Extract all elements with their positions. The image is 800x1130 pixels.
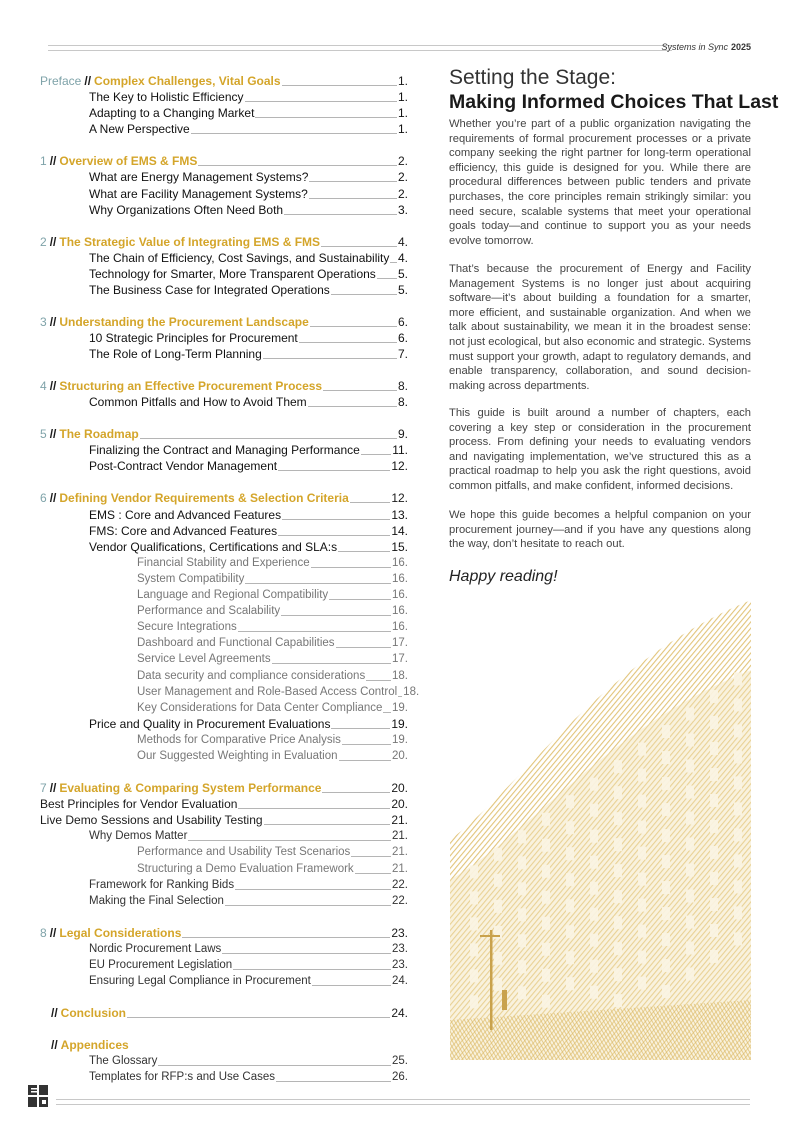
toc-leader xyxy=(235,889,391,890)
toc-entry[interactable] xyxy=(137,618,408,634)
toc-entry-title: Performance and Scalability xyxy=(137,605,281,618)
toc-entry-title: Why Organizations Often Need Both xyxy=(89,202,284,217)
toc-entry[interactable] xyxy=(89,522,408,538)
toc-page-number: 26. xyxy=(392,1071,408,1084)
toc-chapter-entry[interactable] xyxy=(40,924,408,940)
toc-entry-title: Finalizing the Contract and Managing Performance xyxy=(89,443,360,458)
toc-chapter-entry[interactable] xyxy=(40,72,408,88)
toc-entry[interactable] xyxy=(137,683,420,699)
toc-page-number: 8. xyxy=(397,379,408,394)
toc-page-number: 16. xyxy=(392,605,408,618)
toc-separator: // xyxy=(49,925,57,940)
toc-entry-title: Our Suggested Weighting in Evaluation xyxy=(137,750,338,762)
toc-entry[interactable] xyxy=(137,650,408,666)
toc-leader xyxy=(355,873,391,874)
toc-entry[interactable] xyxy=(89,940,408,956)
toc-page-number: 24. xyxy=(391,1006,408,1020)
toc-entry[interactable] xyxy=(137,843,408,859)
toc-page-number: 5. xyxy=(397,282,408,297)
toc-leader xyxy=(366,680,391,681)
intro-paragraph: We hope this guide becomes a helpful companion on your procurement journey—and if you have any questions along the way, don’t hesitate to reach out. xyxy=(449,509,751,551)
intro-paragraph: Whether you’re part of a public organization navigating the requirements of formal procurement processes or a private company seeking the right partner for long-term operational efficiency, this guide is designed for you. While there are procedural differences between public tenders and private purchases, the core principles remain strikingly similar: you need secure, scalable systems that meet your operational goals today—and continue to support you as your needs evolve tomorrow. xyxy=(449,118,751,247)
toc-page-number: 4. xyxy=(397,250,408,265)
intro-heading-light: Setting the Stage: xyxy=(449,66,616,89)
toc-entry-title: What are Facility Management Systems? xyxy=(89,186,308,201)
toc-entry[interactable] xyxy=(89,892,408,908)
footer-rule xyxy=(56,1099,750,1105)
toc-chapter-number: 1 xyxy=(40,154,47,169)
toc-entry[interactable] xyxy=(89,538,408,554)
toc-entry[interactable] xyxy=(89,876,408,892)
toc-leader xyxy=(282,85,397,86)
toc-entry-title: Ensuring Legal Compliance in Procurement xyxy=(89,975,311,987)
toc-leader xyxy=(311,567,391,568)
toc-page-number: 21. xyxy=(391,813,408,828)
toc-leader xyxy=(225,905,391,906)
toc-entry[interactable] xyxy=(89,345,408,361)
eg-logo xyxy=(28,1085,48,1109)
toc-leader xyxy=(383,712,391,713)
toc-entry-title: What are Energy Management Systems? xyxy=(89,170,309,185)
toc-page-number: 16. xyxy=(392,556,408,569)
toc-entry-title: FMS: Core and Advanced Features xyxy=(89,523,278,538)
toc-leader xyxy=(255,117,397,118)
toc-leader xyxy=(140,438,397,439)
toc-entry-title: Why Demos Matter xyxy=(89,830,188,843)
toc-separator: // xyxy=(51,1006,58,1020)
toc-entry[interactable] xyxy=(89,457,408,473)
toc-entry[interactable] xyxy=(89,201,408,217)
toc-entry[interactable] xyxy=(137,699,408,715)
toc-entry[interactable] xyxy=(137,602,408,618)
toc-page-number: 17. xyxy=(392,637,408,650)
toc-entry-title: The Chain of Efficiency, Cost Savings, and Sustainability xyxy=(89,250,390,265)
toc-leader xyxy=(350,502,391,503)
toc-page-number: 19. xyxy=(392,701,408,714)
toc-entry[interactable] xyxy=(89,715,408,731)
toc-leader xyxy=(390,262,397,263)
toc-chapter-entry[interactable] xyxy=(40,233,408,249)
toc-chapter-title: Legal Considerations xyxy=(59,925,182,940)
toc-entry-title: Nordic Procurement Laws xyxy=(89,942,222,955)
toc-entry-title: Secure Integrations xyxy=(137,621,237,634)
toc-page-number: 12. xyxy=(391,459,408,474)
toc-page-number: 22. xyxy=(392,894,408,907)
toc-entry-title: Dashboard and Functional Capabilities xyxy=(137,637,335,650)
toc-separator: // xyxy=(49,491,57,506)
toc-leader xyxy=(398,696,402,697)
toc-separator: // xyxy=(49,781,57,795)
toc-page-number: 1. xyxy=(397,74,408,88)
toc-chapter-number: 2 xyxy=(40,234,47,249)
toc-entry[interactable] xyxy=(137,554,408,570)
toc-chapter-title: Defining Vendor Requirements & Selection Criteria xyxy=(59,491,349,506)
toc-leader xyxy=(263,358,397,359)
toc-chapter-entry[interactable] xyxy=(40,377,408,393)
toc-page-number: 2. xyxy=(397,170,408,185)
toc-page-number: 7. xyxy=(397,347,408,362)
toc-entry-title: The Glossary xyxy=(89,1055,158,1068)
toc-entry-title: Technology for Smarter, More Transparent Operations xyxy=(89,266,376,281)
toc-entry-title: EU Procurement Legislation xyxy=(89,958,233,971)
toc-page-number: 23. xyxy=(391,925,408,940)
toc-leader xyxy=(351,856,391,857)
intro-heading-bold: Making Informed Choices That Last xyxy=(449,91,779,113)
toc-leader xyxy=(329,599,391,600)
header-title: Systems in Sync xyxy=(661,42,728,52)
toc-leader xyxy=(323,390,397,391)
toc-chapter-entry[interactable] xyxy=(48,1004,408,1020)
toc-leader xyxy=(191,133,397,134)
toc-page-number: 15. xyxy=(391,539,408,554)
toc-entry-title: Templates for RFP:s and Use Cases xyxy=(89,1071,275,1084)
toc-leader xyxy=(182,937,390,938)
toc-entry-title: Structuring a Demo Evaluation Framework xyxy=(137,862,354,875)
toc-entry[interactable] xyxy=(89,393,408,409)
intro-paragraph: That’s because the procurement of Energy and Facility Management Systems is no longer just about acquiring software—it’s about building a foundation for a smarter, more efficient, and sustainable organization. And when we talk about sustainability, we mean it in the broadest sense: not just ecological, but also economic and strategic. Systems must support your growth, adapt to regulatory demands, and enable transparency, collaboration, and sound decision-making across departments. xyxy=(449,263,751,392)
toc-leader xyxy=(198,165,397,166)
toc-entry-title: Methods for Comparative Price Analysis xyxy=(137,733,341,746)
toc-leader xyxy=(276,1081,391,1082)
toc-page-number: 3. xyxy=(397,202,408,217)
toc-entry[interactable] xyxy=(137,860,408,876)
toc-entry-title: Price and Quality in Procurement Evaluations xyxy=(89,716,331,731)
toc-separator: // xyxy=(49,427,57,442)
toc-entry[interactable] xyxy=(89,827,408,843)
toc-entry[interactable] xyxy=(137,634,408,650)
toc-leader xyxy=(377,278,397,279)
toc-leader xyxy=(264,824,391,825)
toc-entry-title: System Compatibility xyxy=(137,572,245,585)
toc-page-number: 21. xyxy=(392,862,408,875)
toc-page-number: 9. xyxy=(397,427,408,442)
toc-chapter-title: Appendices xyxy=(60,1038,129,1052)
toc-page-number: 5. xyxy=(397,266,408,281)
toc-page-number: 22. xyxy=(392,878,408,891)
toc-entry[interactable] xyxy=(137,667,408,683)
toc-chapter-entry[interactable] xyxy=(40,313,408,329)
toc-leader xyxy=(222,953,391,954)
toc-chapter-entry[interactable] xyxy=(40,779,408,795)
toc-chapter-title: Structuring an Effective Procurement Process xyxy=(59,379,323,394)
toc-leader xyxy=(284,214,397,215)
toc-page-number: 20. xyxy=(391,797,408,812)
toc-leader xyxy=(188,840,391,841)
toc-entry[interactable] xyxy=(89,506,408,522)
toc-leader xyxy=(281,615,391,616)
toc-page-number: 2. xyxy=(397,186,408,201)
toc-entry-title: Live Demo Sessions and Usability Testing xyxy=(40,813,263,828)
intro-paragraph: This guide is built around a number of chapters, each covering a key step or consideration in the procurement process. From defining your needs to evaluating vendors and navigating implementation, we’ve structured this as a practical roadmap to help you ask the right questions, avoid common pitfalls, and make confident, informed decisions. xyxy=(449,407,751,492)
toc-page-number: 12. xyxy=(391,491,408,506)
toc-leader xyxy=(310,326,397,327)
toc-page-number: 6. xyxy=(397,314,408,329)
toc-leader xyxy=(322,792,390,793)
toc-entry[interactable] xyxy=(89,120,408,136)
toc-leader xyxy=(233,969,391,970)
toc-page-number: 14. xyxy=(391,523,408,538)
toc-leader xyxy=(278,470,390,471)
toc-chapter-number: 7 xyxy=(40,781,47,795)
toc-entry[interactable] xyxy=(137,586,408,602)
toc-page-number: 17. xyxy=(392,653,408,666)
toc-page-number: 16. xyxy=(392,589,408,601)
toc-entry-title: The Role of Long-Term Planning xyxy=(89,347,262,362)
toc-page-number: 21. xyxy=(392,846,408,859)
toc-entry-title: Language and Regional Compatibility xyxy=(137,589,329,601)
toc-page-number: 23. xyxy=(392,958,408,971)
toc-entry-title: Making the Final Selection xyxy=(89,894,224,907)
toc-page-number: 24. xyxy=(392,975,408,987)
toc-chapter-title: Overview of EMS & FMS xyxy=(59,154,198,169)
toc-leader xyxy=(331,728,390,729)
toc-entry-title: Adapting to a Changing Market xyxy=(89,106,255,121)
toc-entry-title: EMS : Core and Advanced Features xyxy=(89,507,282,522)
toc-chapter-number: 5 xyxy=(40,427,47,442)
building-illustration xyxy=(450,600,751,1060)
toc-entry[interactable] xyxy=(137,731,408,747)
toc-entry-title: Common Pitfalls and How to Avoid Them xyxy=(89,395,307,410)
toc-page-number: 18. xyxy=(392,669,408,682)
toc-page-number: 4. xyxy=(397,234,408,249)
toc-entry[interactable] xyxy=(89,956,408,972)
toc-entry[interactable] xyxy=(89,168,408,184)
toc-leader xyxy=(158,1065,391,1066)
toc-entry[interactable] xyxy=(89,185,408,201)
toc-chapter-number: 3 xyxy=(40,314,47,329)
toc-leader xyxy=(308,406,397,407)
toc-leader xyxy=(309,181,397,182)
toc-chapter-entry[interactable] xyxy=(48,1036,408,1052)
toc-leader xyxy=(278,535,390,536)
toc-leader xyxy=(321,246,397,247)
toc-entry[interactable] xyxy=(89,88,408,104)
header-rule xyxy=(48,45,672,51)
toc-page-number: 1. xyxy=(397,106,408,121)
toc-page-number: 18. xyxy=(403,685,420,698)
toc-entry-title: A New Perspective xyxy=(89,122,190,137)
toc-chapter-title: The Strategic Value of Integrating EMS & FMS xyxy=(59,234,321,249)
toc-page-number: 20. xyxy=(391,781,408,795)
toc-leader xyxy=(312,985,391,986)
toc-leader xyxy=(331,294,397,295)
toc-separator: // xyxy=(49,154,57,169)
toc-page-number: 16. xyxy=(392,621,408,634)
toc-entry[interactable] xyxy=(137,747,408,763)
toc-entry[interactable] xyxy=(40,811,408,827)
toc-page-number: 16. xyxy=(392,572,408,585)
toc-entry-title: Service Level Agreements xyxy=(137,653,271,666)
toc-entry-title: 10 Strategic Principles for Procurement xyxy=(89,331,298,345)
toc-page-number: 8. xyxy=(397,395,408,410)
intro-section xyxy=(449,66,779,585)
closing-line: Happy reading! xyxy=(449,568,558,585)
toc-page-number: 19. xyxy=(392,733,408,746)
toc-page-number: 11. xyxy=(392,443,408,458)
toc-entry-title: Framework for Ranking Bids xyxy=(89,878,235,891)
toc-leader xyxy=(238,808,390,809)
toc-chapter-entry[interactable] xyxy=(40,425,408,441)
toc-entry[interactable] xyxy=(89,972,408,988)
toc-entry-title: Data security and compliance considerations xyxy=(137,669,366,682)
toc-entry-title: Post-Contract Vendor Management xyxy=(89,459,278,474)
toc-chapter-title: Understanding the Procurement Landscape xyxy=(59,314,309,329)
toc-entry[interactable] xyxy=(89,1068,408,1084)
toc-leader xyxy=(127,1017,390,1018)
toc-entry-title: The Business Case for Integrated Operations xyxy=(89,282,330,297)
toc-chapter-number: Preface xyxy=(40,74,82,88)
toc-page-number: 6. xyxy=(397,331,408,345)
toc-chapter-entry[interactable] xyxy=(40,489,408,505)
toc-entry[interactable] xyxy=(40,795,408,811)
toc-leader xyxy=(339,760,391,761)
toc-entry-title: User Management and Role-Based Access Control xyxy=(137,685,398,698)
toc-leader xyxy=(309,198,397,199)
toc-entry[interactable] xyxy=(89,265,408,281)
toc-chapter-title: Conclusion xyxy=(60,1006,127,1020)
toc-separator: // xyxy=(51,1038,58,1052)
toc-page-number: 13. xyxy=(391,507,408,522)
toc-leader xyxy=(342,744,391,745)
toc-leader xyxy=(336,647,391,648)
toc-chapter-number: 8 xyxy=(40,925,47,940)
toc-leader xyxy=(361,454,391,455)
toc-entry-title: Vendor Qualifications, Certifications and SLA:s xyxy=(89,539,338,554)
running-header xyxy=(661,42,751,52)
toc-separator: // xyxy=(49,234,57,249)
toc-entry-title: Key Considerations for Data Center Compliance xyxy=(137,701,383,714)
toc-entry-title: Best Principles for Vendor Evaluation xyxy=(40,797,238,812)
toc-leader xyxy=(245,101,397,102)
toc-leader xyxy=(245,583,391,584)
toc-page-number: 23. xyxy=(392,942,408,955)
toc-leader xyxy=(338,551,390,552)
toc-entry-title: Financial Stability and Experience xyxy=(137,556,310,569)
toc-separator: // xyxy=(84,74,92,88)
header-year: 2025 xyxy=(730,42,751,52)
toc-leader xyxy=(238,631,391,632)
toc-page-number: 20. xyxy=(392,750,408,762)
toc-leader xyxy=(282,519,390,520)
toc-chapter-title: Evaluating & Comparing System Performance xyxy=(59,781,322,795)
toc-entry-title: Performance and Usability Test Scenarios xyxy=(137,846,351,859)
toc-leader xyxy=(299,342,397,343)
toc-entry-title: The Key to Holistic Efficiency xyxy=(89,90,244,105)
toc-entry[interactable] xyxy=(89,441,408,457)
toc-page-number: 1. xyxy=(397,90,408,105)
toc-chapter-title: The Roadmap xyxy=(59,427,139,442)
toc-separator: // xyxy=(49,379,57,394)
toc-entry[interactable] xyxy=(89,249,408,265)
toc-entry[interactable] xyxy=(89,329,408,345)
toc-entry[interactable] xyxy=(89,104,408,120)
toc-page-number: 2. xyxy=(397,154,408,169)
toc-entry[interactable] xyxy=(137,570,408,586)
toc-page-number: 25. xyxy=(392,1055,408,1068)
toc-entry[interactable] xyxy=(89,1052,408,1068)
toc-entry[interactable] xyxy=(89,281,408,297)
toc-chapter-title: Complex Challenges, Vital Goals xyxy=(94,74,281,88)
toc-leader xyxy=(272,663,391,664)
toc-chapter-number: 6 xyxy=(40,491,47,506)
toc-chapter-number: 4 xyxy=(40,379,47,394)
toc-chapter-entry[interactable] xyxy=(40,152,408,168)
toc-page-number: 19. xyxy=(391,716,408,731)
toc-separator: // xyxy=(49,314,57,329)
toc-page-number: 21. xyxy=(392,830,408,843)
toc-page-number: 1. xyxy=(397,122,408,137)
